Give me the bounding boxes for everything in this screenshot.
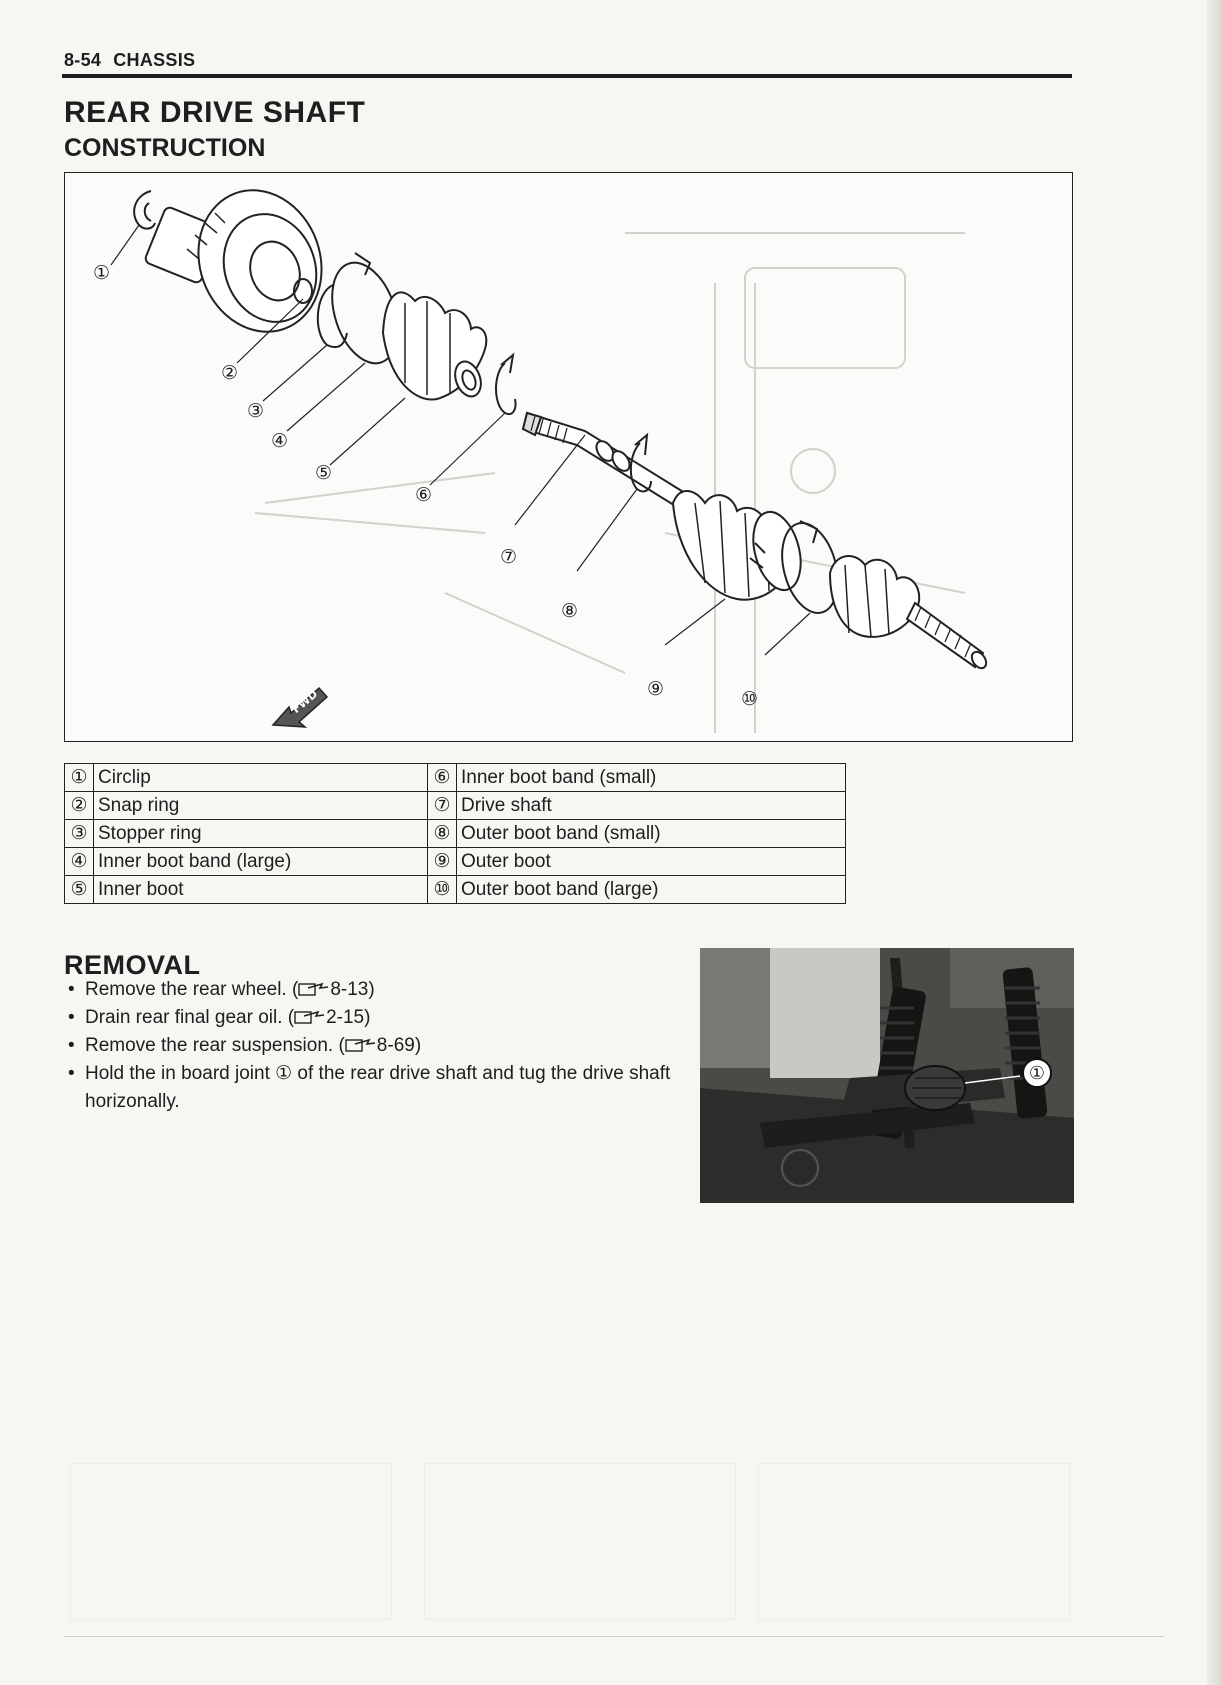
inner-boot-band-small (496, 355, 516, 414)
inner-joint-housing (144, 173, 341, 349)
part-label: Outer boot (457, 848, 846, 876)
diagram-drawing (65, 173, 1072, 741)
bleed-through-table (424, 1463, 736, 1620)
list-item (64, 976, 684, 1004)
photo-callout: ① (1022, 1058, 1052, 1088)
bleed-through-table (70, 1463, 392, 1620)
part-label: Drive shaft (457, 792, 846, 820)
callout-2: ② (221, 362, 239, 384)
part-label: Inner boot band (small) (457, 764, 846, 792)
step-text: Remove the rear wheel. ( (85, 979, 299, 1000)
callout-10: ⑩ (741, 688, 759, 710)
part-number: ④ (65, 848, 94, 876)
list-item (64, 1004, 684, 1032)
exploded-view-diagram (64, 172, 1073, 742)
part-label: Outer boot band (large) (457, 876, 846, 904)
part-number: ① (65, 764, 94, 792)
part-number: ③ (65, 820, 94, 848)
table-row (65, 764, 846, 792)
fwd-arrow-icon (273, 688, 327, 727)
section-subtitle: CONSTRUCTION (64, 134, 266, 162)
step-ref: 2-15) (326, 1007, 371, 1028)
removal-heading: REMOVAL (64, 950, 201, 980)
page-number: 8-54 (64, 50, 102, 70)
bleed-through-table (758, 1463, 1070, 1620)
header-rule (62, 74, 1072, 78)
callout-7: ⑦ (500, 546, 518, 568)
table-row (65, 848, 846, 876)
callout-3: ③ (247, 400, 265, 422)
page-title: REAR DRIVE SHAFT (64, 96, 366, 129)
reference-pointer-icon (345, 1037, 377, 1053)
circlip (134, 191, 155, 229)
step-text: Hold the in board joint ① of the rear drive shaft and tug the drive shaft horizonally. (85, 1063, 671, 1112)
photo-illustration (700, 948, 1074, 1203)
part-number: ⑥ (428, 764, 457, 792)
part-label: Inner boot (94, 876, 428, 904)
table-row (65, 876, 846, 904)
part-number: ⑦ (428, 792, 457, 820)
parts-table (64, 763, 846, 904)
drive-shaft (523, 413, 685, 507)
part-label: Circlip (94, 764, 428, 792)
table-row (65, 820, 846, 848)
callout-9: ⑨ (647, 678, 665, 700)
step-ref: 8-13) (330, 979, 375, 1000)
list-item (64, 1032, 684, 1060)
inner-boot (383, 292, 486, 400)
step-text: Drain rear final gear oil. ( (85, 1007, 295, 1028)
part-label: Snap ring (94, 792, 428, 820)
removal-steps (64, 976, 684, 1116)
part-label: Inner boot band (large) (94, 848, 428, 876)
part-label: Stopper ring (94, 820, 428, 848)
callout-1: ① (93, 262, 111, 284)
callout-4: ④ (271, 430, 289, 452)
part-label: Outer boot band (small) (457, 820, 846, 848)
step-ref: 8-69) (376, 1035, 422, 1056)
callout-5: ⑤ (315, 462, 333, 484)
table-row (65, 792, 846, 820)
list-item (64, 1060, 684, 1116)
part-number: ⑩ (428, 876, 457, 904)
footer-rule (64, 1636, 1164, 1637)
page-edge (1207, 0, 1221, 1685)
step-text: Remove the rear suspension. ( (85, 1035, 345, 1056)
part-number: ⑧ (428, 820, 457, 848)
callout-6: ⑥ (415, 484, 433, 506)
fwd-label: FWD (289, 687, 321, 716)
reference-pointer-icon (294, 1009, 326, 1025)
callout-8: ⑧ (561, 600, 579, 622)
page-number-header (64, 50, 195, 71)
part-number: ② (65, 792, 94, 820)
part-number: ⑨ (428, 848, 457, 876)
outer-joint (830, 556, 989, 671)
reference-pointer-icon (298, 981, 330, 997)
section-name: CHASSIS (113, 50, 196, 70)
part-number: ⑤ (65, 876, 94, 904)
removal-photo (700, 948, 1074, 1203)
